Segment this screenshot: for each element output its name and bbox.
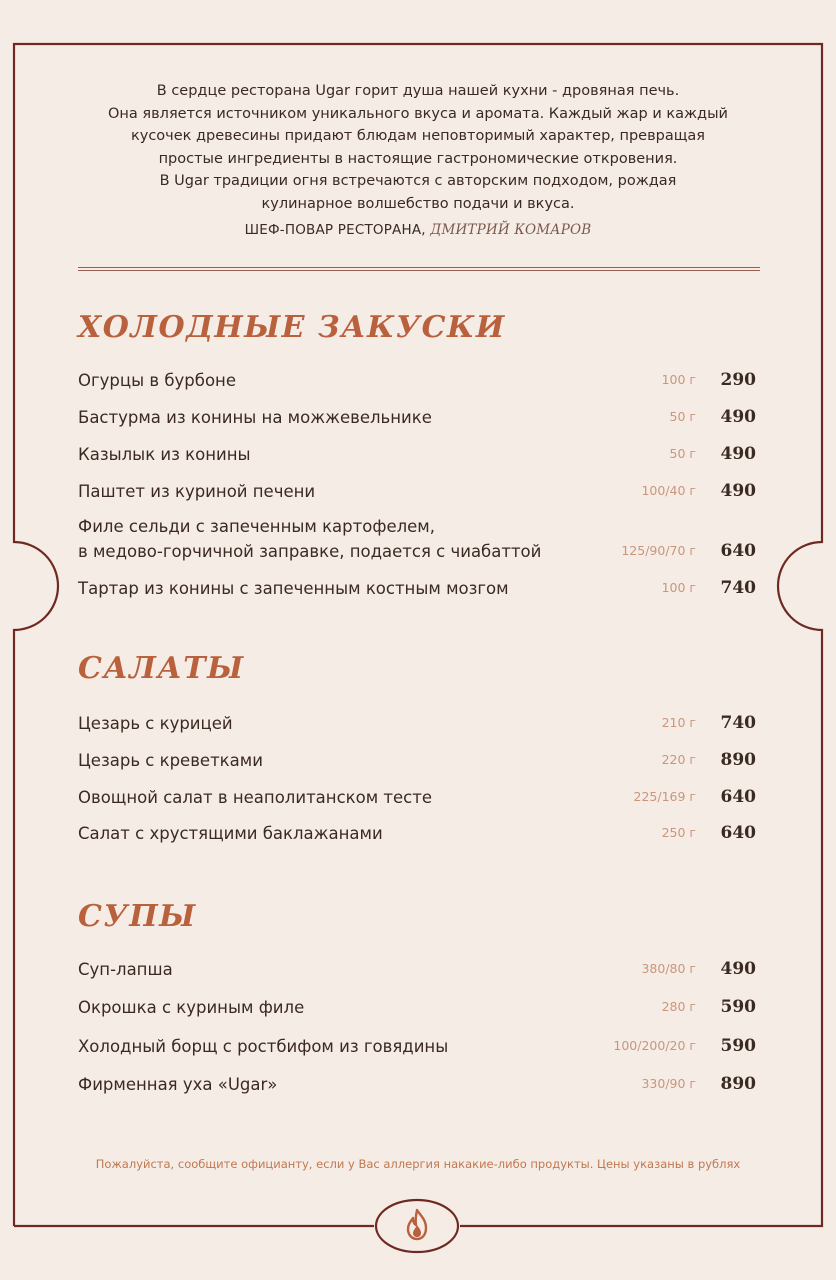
flame-icon [374, 1198, 460, 1254]
item-price: 290 [720, 370, 756, 390]
menu-item [78, 514, 758, 564]
item-weight: 125/90/70 г [621, 543, 696, 558]
item-weight: 280 г [661, 999, 696, 1014]
item-name-line2: в медово-горчичной заправке, подается с чиабаттой [78, 542, 542, 561]
item-price: 640 [720, 823, 756, 843]
menu-item [78, 479, 758, 504]
item-weight: 50 г [669, 409, 696, 424]
intro-line: В Ugar традиции огня встречаются с авторским подходом, рождая [159, 173, 677, 189]
item-weight: 100 г [661, 372, 696, 387]
intro-line: кусочек древесины придают блюдам неповторимый характер, превращая [130, 128, 706, 144]
item-name: Бастурма из конины на можжевельнике [78, 408, 432, 427]
divider-line [78, 267, 760, 268]
item-price: 640 [720, 787, 756, 807]
item-weight: 225/169 г [633, 789, 696, 804]
chef-role: ШЕФ-ПОВАР РЕСТОРАНА, [244, 222, 426, 238]
item-price: 490 [720, 407, 756, 427]
menu-item [78, 785, 758, 810]
menu-item [78, 995, 758, 1020]
item-name: Тартар из конины с запеченным костным мозгом [78, 579, 509, 598]
chef-signature [90, 222, 746, 238]
item-weight: 100/40 г [641, 483, 696, 498]
item-weight: 250 г [661, 825, 696, 840]
item-name: Казылык из конины [78, 445, 251, 464]
intro-line: кулинарное волшебство подачи и вкуса. [261, 195, 575, 212]
item-name: Салат с хрустящими баклажанами [78, 824, 383, 843]
menu-item [78, 748, 758, 773]
item-name: Цезарь с курицей [78, 714, 233, 733]
item-price: 740 [720, 713, 756, 733]
intro-line: В сердце ресторана Ugar горит душа нашей кухни - дровяная печь. [156, 83, 680, 99]
divider-line [78, 270, 760, 271]
item-price: 590 [720, 1036, 756, 1056]
menu-item [78, 821, 758, 846]
item-weight: 50 г [669, 446, 696, 461]
item-name: Фирменная уха «Ugar» [78, 1075, 278, 1094]
menu-item [78, 957, 758, 982]
section-title-soups: СУПЫ [78, 899, 197, 934]
item-price: 490 [720, 481, 756, 501]
item-price: 490 [720, 444, 756, 464]
item-name: Огурцы в бурбоне [78, 371, 236, 390]
item-name: Овощной салат в неаполитанском тесте [78, 788, 433, 807]
intro-text [90, 80, 746, 215]
item-price: 890 [720, 1074, 756, 1094]
item-name: Филе сельди с запеченным картофелем, [78, 517, 435, 536]
menu-item [78, 1034, 758, 1059]
item-weight: 220 г [661, 752, 696, 767]
item-weight: 100/200/20 г [613, 1038, 696, 1053]
menu-item [78, 711, 758, 736]
menu-item [78, 368, 758, 393]
menu-item [78, 576, 758, 601]
item-weight: 100 г [661, 580, 696, 595]
allergy-note: Пожалуйста, сообщите официанту, если у Вас аллергия накакие-либо продукты. Цены указаны в рублях [95, 1157, 741, 1171]
section-title-cold-appetizers: ХОЛОДНЫЕ ЗАКУСКИ [78, 310, 506, 345]
item-price: 890 [720, 750, 756, 770]
item-weight: 330/90 г [641, 1076, 696, 1091]
item-weight: 380/80 г [641, 961, 696, 976]
item-price: 590 [720, 997, 756, 1017]
item-name: Паштет из куриной печени [78, 482, 316, 501]
item-price: 640 [720, 541, 756, 561]
intro-line: простые ингредиенты в настоящие гастрономические откровения. [158, 150, 678, 167]
menu-item [78, 442, 758, 467]
item-weight: 210 г [661, 715, 696, 730]
menu-item [78, 1072, 758, 1097]
intro-line: Она является источником уникального вкуса и аромата. Каждый жар и каждый [108, 105, 728, 122]
item-price: 740 [720, 578, 756, 598]
item-price: 490 [720, 959, 756, 979]
section-title-salads: САЛАТЫ [78, 651, 245, 686]
menu-item [78, 405, 758, 430]
chef-name: ДМИТРИЙ КОМАРОВ [430, 222, 592, 238]
item-name: Окрошка с куриным филе [78, 998, 305, 1017]
item-name: Суп-лапша [78, 960, 173, 979]
item-name: Холодный борщ с ростбифом из говядины [78, 1037, 449, 1056]
item-name: Цезарь с креветками [78, 751, 263, 770]
